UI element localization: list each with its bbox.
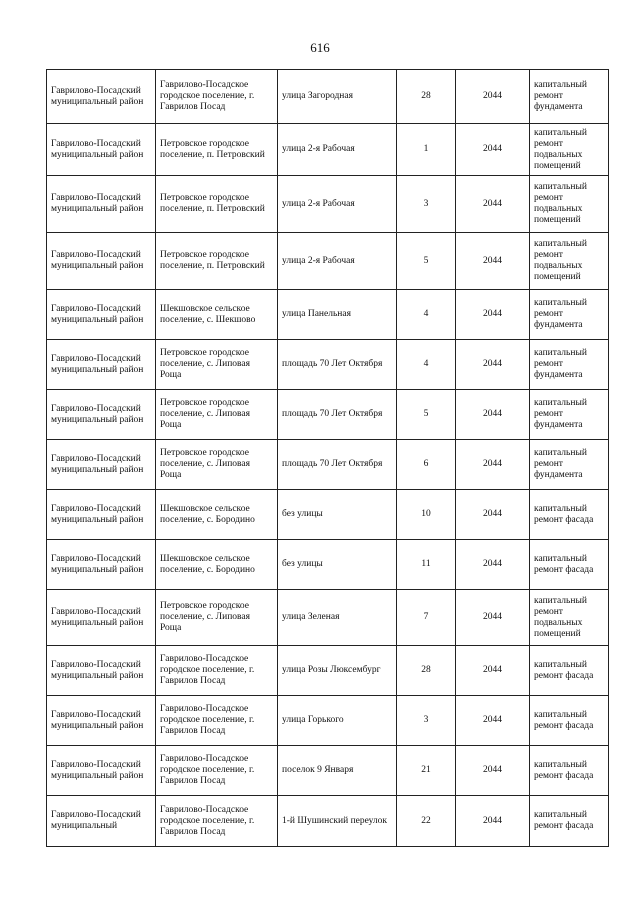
table-row xyxy=(47,540,609,590)
table-row xyxy=(47,696,609,746)
district-cell: Гаврилово-Посадский муниципальный xyxy=(47,796,156,847)
house-number-cell: 3 xyxy=(397,696,456,746)
settlement-cell: Шекшовское сельское поселение, с. Шекшово xyxy=(156,290,278,340)
table-row xyxy=(47,490,609,540)
house-number-cell: 21 xyxy=(397,746,456,796)
settlement-cell: Петровское городское поселение, с. Липовая Роща xyxy=(156,390,278,440)
settlement-cell: Петровское городское поселение, п. Петровский xyxy=(156,124,278,176)
work-type-cell: капитальный ремонт фундамента xyxy=(530,70,609,124)
street-cell: улица Загородная xyxy=(278,70,397,124)
settlement-cell: Гаврилово-Посадское городское поселение, г. Гаврилов Посад xyxy=(156,70,278,124)
work-type-cell: капитальный ремонт фундамента xyxy=(530,390,609,440)
work-type-cell: капитальный ремонт фасада xyxy=(530,490,609,540)
work-type-cell: капитальный ремонт фундамента xyxy=(530,290,609,340)
house-number-cell: 10 xyxy=(397,490,456,540)
district-cell: Гаврилово-Посадский муниципальный район xyxy=(47,696,156,746)
street-cell: без улицы xyxy=(278,490,397,540)
settlement-cell: Петровское городское поселение, с. Липовая Роща xyxy=(156,340,278,390)
page-number: 616 xyxy=(310,40,330,55)
district-cell: Гаврилово-Посадский муниципальный район xyxy=(47,124,156,176)
district-cell: Гаврилово-Посадский муниципальный район xyxy=(47,646,156,696)
street-cell: улица 2-я Рабочая xyxy=(278,124,397,176)
year-cell: 2044 xyxy=(456,340,530,390)
settlement-cell: Петровское городское поселение, с. Липовая Роща xyxy=(156,440,278,490)
house-number-cell: 3 xyxy=(397,176,456,233)
district-cell: Гаврилово-Посадский муниципальный район xyxy=(47,340,156,390)
work-type-cell: капитальный ремонт подвальных помещений xyxy=(530,233,609,290)
district-cell: Гаврилово-Посадский муниципальный район xyxy=(47,70,156,124)
table-row xyxy=(47,646,609,696)
table-row xyxy=(47,390,609,440)
year-cell: 2044 xyxy=(456,124,530,176)
settlement-cell: Петровское городское поселение, п. Петровский xyxy=(156,233,278,290)
house-number-cell: 11 xyxy=(397,540,456,590)
year-cell: 2044 xyxy=(456,796,530,847)
table-row xyxy=(47,590,609,646)
table-row xyxy=(47,290,609,340)
settlement-cell: Шекшовское сельское поселение, с. Бородино xyxy=(156,490,278,540)
house-number-cell: 5 xyxy=(397,233,456,290)
work-type-cell: капитальный ремонт подвальных помещений xyxy=(530,176,609,233)
table-row xyxy=(47,440,609,490)
year-cell: 2044 xyxy=(456,176,530,233)
year-cell: 2044 xyxy=(456,440,530,490)
table-row xyxy=(47,70,609,124)
records-table xyxy=(46,69,609,847)
district-cell: Гаврилово-Посадский муниципальный район xyxy=(47,590,156,646)
street-cell: улица Розы Люксембург xyxy=(278,646,397,696)
street-cell: площадь 70 Лет Октября xyxy=(278,440,397,490)
district-cell: Гаврилово-Посадский муниципальный район xyxy=(47,540,156,590)
street-cell: улица 2-я Рабочая xyxy=(278,176,397,233)
records-table-body xyxy=(47,70,609,847)
table-row xyxy=(47,176,609,233)
year-cell: 2044 xyxy=(456,696,530,746)
house-number-cell: 4 xyxy=(397,340,456,390)
settlement-cell: Гаврилово-Посадское городское поселение, г. Гаврилов Посад xyxy=(156,696,278,746)
street-cell: улица 2-я Рабочая xyxy=(278,233,397,290)
house-number-cell: 1 xyxy=(397,124,456,176)
settlement-cell: Шекшовское сельское поселение, с. Бородино xyxy=(156,540,278,590)
settlement-cell: Гаврилово-Посадское городское поселение, г. Гаврилов Посад xyxy=(156,746,278,796)
street-cell: без улицы xyxy=(278,540,397,590)
house-number-cell: 28 xyxy=(397,646,456,696)
table-row xyxy=(47,746,609,796)
table-row xyxy=(47,124,609,176)
settlement-cell: Гаврилово-Посадское городское поселение, г. Гаврилов Посад xyxy=(156,796,278,847)
work-type-cell: капитальный ремонт подвальных помещений xyxy=(530,590,609,646)
year-cell: 2044 xyxy=(456,70,530,124)
house-number-cell: 22 xyxy=(397,796,456,847)
work-type-cell: капитальный ремонт фасада xyxy=(530,646,609,696)
district-cell: Гаврилово-Посадский муниципальный район xyxy=(47,746,156,796)
table-row xyxy=(47,340,609,390)
year-cell: 2044 xyxy=(456,590,530,646)
year-cell: 2044 xyxy=(456,746,530,796)
work-type-cell: капитальный ремонт фасада xyxy=(530,746,609,796)
district-cell: Гаврилово-Посадский муниципальный район xyxy=(47,390,156,440)
street-cell: площадь 70 Лет Октября xyxy=(278,390,397,440)
year-cell: 2044 xyxy=(456,390,530,440)
street-cell: улица Панельная xyxy=(278,290,397,340)
district-cell: Гаврилово-Посадский муниципальный район xyxy=(47,176,156,233)
year-cell: 2044 xyxy=(456,233,530,290)
year-cell: 2044 xyxy=(456,290,530,340)
year-cell: 2044 xyxy=(456,490,530,540)
district-cell: Гаврилово-Посадский муниципальный район xyxy=(47,290,156,340)
district-cell: Гаврилово-Посадский муниципальный район xyxy=(47,233,156,290)
table-row xyxy=(47,796,609,847)
street-cell: поселок 9 Января xyxy=(278,746,397,796)
settlement-cell: Петровское городское поселение, с. Липовая Роща xyxy=(156,590,278,646)
work-type-cell: капитальный ремонт подвальных помещений xyxy=(530,124,609,176)
settlement-cell: Петровское городское поселение, п. Петровский xyxy=(156,176,278,233)
year-cell: 2044 xyxy=(456,646,530,696)
street-cell: улица Горького xyxy=(278,696,397,746)
house-number-cell: 28 xyxy=(397,70,456,124)
work-type-cell: капитальный ремонт фундамента xyxy=(530,340,609,390)
table-row xyxy=(47,233,609,290)
street-cell: улица Зеленая xyxy=(278,590,397,646)
district-cell: Гаврилово-Посадский муниципальный район xyxy=(47,440,156,490)
year-cell: 2044 xyxy=(456,540,530,590)
house-number-cell: 5 xyxy=(397,390,456,440)
work-type-cell: капитальный ремонт фасада xyxy=(530,540,609,590)
house-number-cell: 6 xyxy=(397,440,456,490)
street-cell: площадь 70 Лет Октября xyxy=(278,340,397,390)
work-type-cell: капитальный ремонт фасада xyxy=(530,696,609,746)
settlement-cell: Гаврилово-Посадское городское поселение, г. Гаврилов Посад xyxy=(156,646,278,696)
street-cell: 1-й Шушинский переулок xyxy=(278,796,397,847)
district-cell: Гаврилово-Посадский муниципальный район xyxy=(47,490,156,540)
house-number-cell: 4 xyxy=(397,290,456,340)
work-type-cell: капитальный ремонт фасада xyxy=(530,796,609,847)
house-number-cell: 7 xyxy=(397,590,456,646)
work-type-cell: капитальный ремонт фундамента xyxy=(530,440,609,490)
